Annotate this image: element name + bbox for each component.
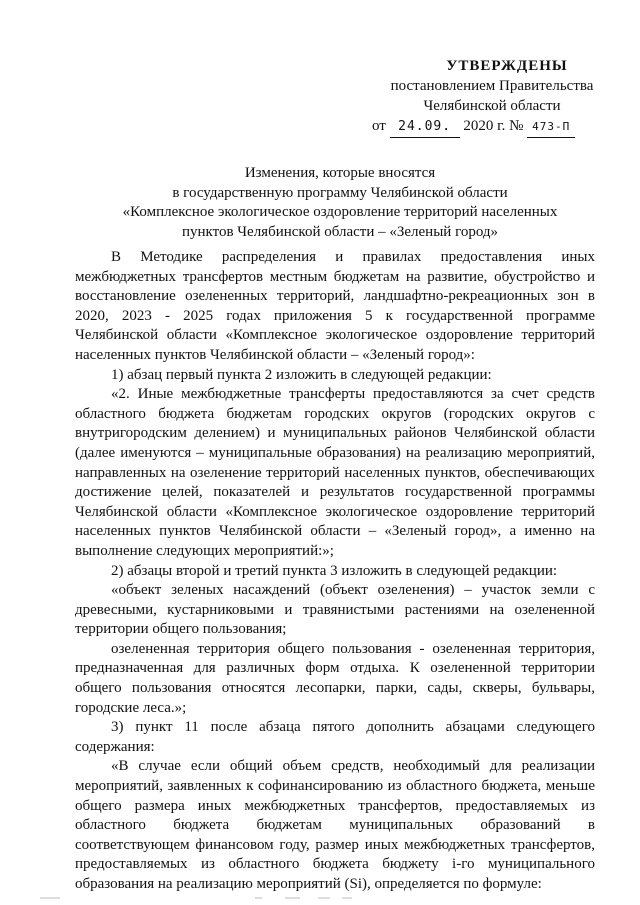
paragraph-item-2: 2) абзацы второй и третий пункта 3 изложить в следующей редакции:	[111, 562, 558, 579]
paragraph-intro: В Методике распределения и правилах предоставления иных межбюджетных трансфертов местным бюджетам на развитие, обустройство и восстановление озелененных территорий, ландшафтно-рекреационных зон в 2020, 2023 - 2025 годах приложения 5 к государственной программе Челябинской области «Комплексное экологическое оздоровление территорий населенных пунктов Челябинской области – «Зеленый город»:	[75, 249, 595, 363]
document-body	[75, 248, 595, 895]
approval-heading: УТВЕРЖДЕНЫ	[446, 58, 568, 74]
document-title	[80, 164, 600, 242]
date-suffix: 2020 г. №	[463, 118, 524, 134]
approval-stamp	[372, 56, 612, 138]
paragraph-item-1: 1) абзац первый пункта 2 изложить в следующей редакции:	[111, 366, 492, 383]
scan-edge-marks	[0, 896, 640, 900]
paragraph-item-2-text-a: «объект зеленых насаждений (объект озеленения) – участок земли с древесными, кустарниковыми и травянистыми растениями на озелененной территории общего пользования;	[75, 582, 595, 638]
date-value: 24.09.	[390, 117, 460, 138]
approval-line-1: постановлением Правительства	[390, 78, 594, 94]
paragraph-item-1-text: «2. Иные межбюджетные трансферты предоставляются за счет средств областного бюджета бюджетам городских округов (городских округов с внутригородским делением) и муниципальных районов Челябинской области (далее именуются – муниципальные образования) на реализацию мероприятий, направленных на озеленение территорий населенных пунктов, обеспечивающих достижение целей, показателей и результатов государственной программы Челябинской области «Комплексное экологическое оздоровление территорий населенных пунктов Челябинской области – «Зеленый город», а именно на выполнение следующих мероприятий:»;	[75, 386, 595, 559]
approval-date-line	[372, 116, 612, 138]
approval-line-2: Челябинской области	[423, 98, 561, 114]
paragraph-item-2-text-b: озелененная территория общего пользования - озелененная территория, предназначенная для различных форм отдыха. К озелененной территории общего пользования относятся лесопарки, парки, сады, скверы, бульвары, городские леса.»;	[75, 640, 595, 716]
date-prefix: от	[372, 118, 386, 134]
decree-number: 473-П	[527, 117, 575, 138]
paragraph-item-3: 3) пункт 11 после абзаца пятого дополнить абзацами следующего содержания:	[75, 719, 595, 755]
paragraph-item-3-text: «В случае если общий объем средств, необходимый для реализации мероприятий, заявленных к софинансированию из областного бюджета, меньше общего размера иных межбюджетных трансфертов, предоставляемых из областного бюджета бюджетам муниципальных образований в соответствующем финансовом году, размер иных межбюджетных трансфертов, предоставляемых из областного бюджета бюджету i-го муниципального образования на реализацию мероприятий (Si), определяется по формуле:	[75, 758, 595, 892]
title-line-2: в государственную программу Челябинской области	[172, 184, 508, 201]
title-line-4: пунктов Челябинской области – «Зеленый город»	[181, 223, 499, 240]
title-line-1: Изменения, которые вносятся	[244, 165, 436, 181]
title-line-3: «Комплексное экологическое оздоровление территорий населенных	[122, 204, 558, 220]
